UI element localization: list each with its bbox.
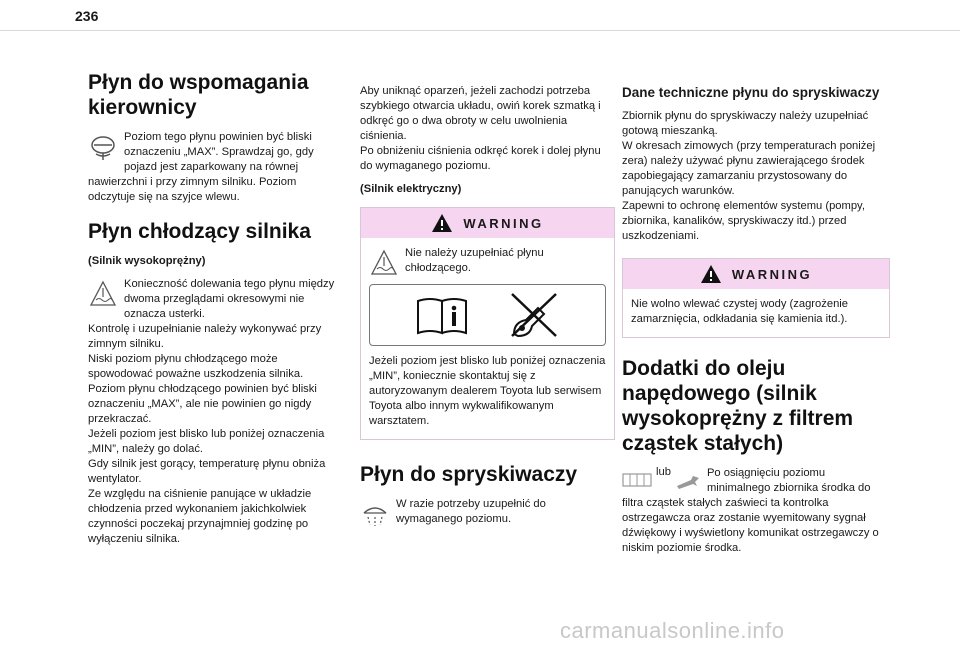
diesel-engine-subheading: (Silnik wysokoprężny): [88, 255, 206, 267]
washer-fluid-icon: [360, 499, 390, 529]
power-steering-text: Poziom tego płynu powinien być bliski oznaczeniu „MAX”. Sprawdzaj go, gdy pojazd jest zaparkowany na równej nawierzchni i przy zimnym silniku. Poziom odczytuje się na szyjce wlewu.: [88, 131, 314, 203]
watermark: carmanualsonline.info: [560, 618, 785, 643]
top-divider: [0, 30, 960, 31]
warning-label: WARNING: [463, 215, 544, 231]
service-wrench-icon: [675, 474, 701, 490]
page-number: 236: [75, 8, 99, 24]
warning-body: [361, 238, 614, 439]
steering-fluid-icon: [88, 132, 118, 162]
no-refill-icon: [508, 290, 560, 340]
additive-text: Po osiągnięciu poziomu minimalnego zbiornika środka do filtra cząstek stałych zaświeci ta kontrolka ostrzegawcza oraz zostanie wyemitowany sygnał dźwiękowy i wyświetlony komunikat ostrzegawczy o niskim poziomie środka.: [622, 467, 879, 554]
heading-coolant: Płyn chłodzący silnika: [88, 220, 311, 243]
pictogram-box: [369, 284, 606, 346]
particle-filter-icon: [622, 472, 652, 488]
heading-diesel-additive: Dodatki do oleju napędowego (silnik wysokoprężny z filtrem cząstek stałych): [622, 357, 854, 455]
warning-label: WARNING: [731, 266, 813, 282]
warning-box-coolant: [360, 207, 615, 440]
washer-paragraph: [360, 497, 615, 527]
warning-box-washer: [622, 258, 890, 338]
additive-paragraph: [622, 466, 890, 556]
column-2: [360, 84, 615, 529]
additive-icons: [622, 466, 701, 490]
warning-triangle-icon: [700, 264, 722, 284]
warning-triangle-icon: [431, 213, 453, 233]
warning-coolant-text: Nie należy uzupełniać płynu chłodzącego.: [405, 247, 544, 274]
washer-text: W razie potrzeby uzupełnić do wymaganego poziomu.: [396, 498, 546, 525]
washer-specs-text: Zbiornik płynu do spryskiwaczy należy uzupełniać gotową mieszanką. W okresach zimowych (przy temperaturach poniżej zera) należy używać płynu zawierającego środek zapobiegający zamarzaniu przystosowany do panujących warunków. Zapewni to ochronę elementów systemu (pompy, zbiornika, kanalików, spryskiwaczy itd.) przed uszkodzeniami.: [622, 110, 876, 242]
electric-engine-subheading: (Silnik elektryczny): [360, 183, 462, 195]
coolant-level-icon: [88, 279, 118, 309]
warning-header: [361, 208, 614, 238]
column-1: [88, 70, 338, 547]
heading-power-steering: Płyn do wspomagania kierownicy: [88, 71, 309, 119]
heading-washer-fluid: Płyn do spryskiwaczy: [360, 463, 578, 486]
or-label: lub: [656, 466, 671, 478]
warning-coolant-paragraph: [369, 246, 606, 276]
warning-water-text: Nie wolno wlewać czystej wody (zagrożenie zamarznięcia, odkładania się kamienia itd.).: [631, 298, 849, 325]
burn-precaution-text: Aby uniknąć oparzeń, jeżeli zachodzi potrzeba szybkiego otwarcia układu, owiń korek szmatką i odkręć go o dwa obroty w celu uwolnienia ciśnienia. Po obniżeniu ciśnienia odkręć korek i dolej płynu do wymaganego poziomu.: [360, 85, 601, 172]
coolant-paragraph: [88, 277, 338, 547]
manual-info-icon: [416, 295, 468, 335]
column-3: [622, 84, 890, 556]
heading-washer-specs: Dane techniczne płynu do spryskiwaczy: [622, 85, 880, 100]
warning-contact-text: Jeżeli poziom jest blisko lub poniżej oznaczenia „MIN”, koniecznie skontaktuj się z autoryzowanym dealerem Toyota lub serwisem Toyota albo innym wykwalifikowanym warsztatem.: [369, 355, 606, 427]
coolant-text: Konieczność dolewania tego płynu między dwoma przeglądami okresowymi nie oznacza usterki. Kontrolę i uzupełnianie należy wykonywać przy zimnym silniku. Niski poziom płynu chłodzącego może spowodować poważne uszkodzenia silnika. Poziom płynu chłodzącego powinien być bliski oznaczeniu „MAX”, ale nie powinien go nigdy przekraczać. Jeżeli poziom jest blisko lub poniżej oznaczenia „MIN”, należy go dolać. Gdy silnik jest gorący, temperaturę płynu obniża wentylator. Ze względu na ciśnienie panujące w układzie chłodzenia przed wykonaniem jakichkolwiek czynności poczekaj przynajmniej godzinę po wyłączeniu silnika.: [88, 278, 335, 545]
coolant-level-icon: [369, 248, 399, 278]
power-steering-paragraph: [88, 130, 338, 205]
warning-header: [623, 259, 889, 289]
warning-body: [623, 289, 889, 337]
